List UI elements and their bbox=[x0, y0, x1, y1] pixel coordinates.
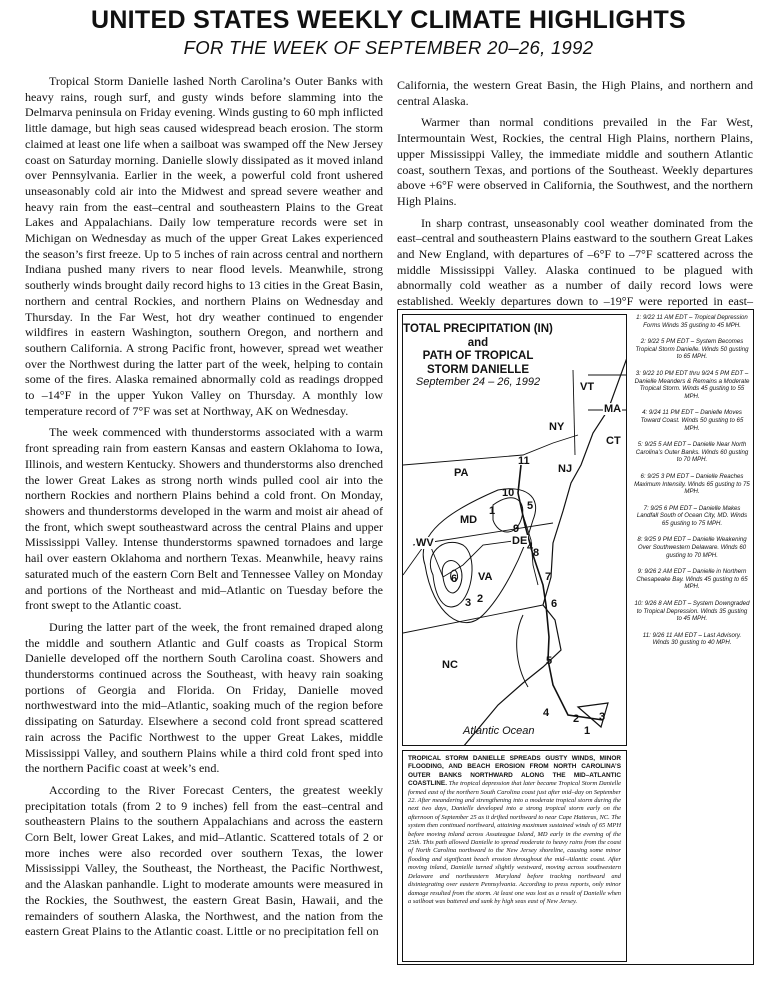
state-label-nc: NC bbox=[442, 659, 458, 671]
legend-entry: 4: 9/24 11 PM EDT – Danielle Moves Toward Coast. Winds 50 gusting to 65 MPH. bbox=[640, 409, 744, 432]
legend-entry: 5: 9/25 5 AM EDT – Danielle Near North Carolina’s Outer Banks. Winds 60 gusting to 70 MPH. bbox=[635, 441, 749, 464]
state-border bbox=[403, 605, 543, 633]
legend-entry: 11: 9/26 11 AM EDT – Last Advisory. Winds 30 gusting to 40 MPH. bbox=[642, 631, 742, 647]
contour-label: 6 bbox=[451, 573, 458, 585]
state-border bbox=[573, 370, 575, 455]
state-label-de: DE bbox=[512, 535, 528, 547]
map-title-line: STORM DANIELLE bbox=[426, 363, 529, 376]
path-point: 8 bbox=[533, 547, 540, 559]
contour-label: 1 bbox=[489, 505, 496, 517]
map-date: September 24 – 26, 1992 bbox=[415, 376, 541, 388]
right-column bbox=[397, 78, 753, 332]
path-point: 11 bbox=[518, 455, 530, 467]
path-point: 4 bbox=[543, 707, 550, 719]
state-label-nj: NJ bbox=[558, 463, 573, 475]
path-point: 9 bbox=[513, 523, 520, 535]
state-label-ma: MA bbox=[604, 403, 622, 415]
legend-entry: 9: 9/26 2 AM EDT – Danielle in Northern Chesapeake Bay. Winds 45 gusting to 65 MPH. bbox=[636, 568, 748, 591]
left-column bbox=[25, 74, 383, 946]
precip-contour bbox=[517, 615, 528, 687]
state-label-wv: WV bbox=[416, 537, 434, 549]
path-point: 6 bbox=[551, 598, 558, 610]
path-point: 5 bbox=[546, 655, 553, 667]
legend-entry: 2: 9/22 5 PM EDT – System Becomes Tropical Storm Danielle. Winds 50 gusting to 65 MPH. bbox=[635, 338, 749, 361]
contour-label: 4 bbox=[527, 541, 534, 553]
path-point: 10 bbox=[502, 487, 515, 499]
legend-entry: 3: 9/22 10 PM EDT thru 9/24 5 PM EDT – Danielle Meanders & Remains a Moderate Tropical Storm. Winds 45 gusting to 55 MPH. bbox=[634, 369, 750, 400]
contour-label: 3 bbox=[465, 597, 472, 609]
legend-entry: 10: 9/26 8 AM EDT – System Downgraded to Tropical Depression. Winds 35 gusting to 45 MPH. bbox=[634, 600, 750, 623]
paragraph: In sharp contrast, unseasonably cool weather dominated from the east–central and southeastern Plains eastward to the southern Great Lakes and New England, with departures of –6°F to –7°F scattered across the middle Mississippi Valley. Alaska continued to be plagued with abnormally cold weather as a number of daily record lows were established. Weekly departures down to –19°F were reported in east– bbox=[397, 215, 753, 309]
page-subtitle: FOR THE WEEK OF SEPTEMBER 20–26, 1992 bbox=[183, 37, 594, 58]
path-point: 1 bbox=[584, 725, 591, 737]
caption-lead: TROPICAL STORM DANIELLE SPREADS GUSTY WINDS, MINOR FLOODING, AND BEACH EROSION FROM NORTH CAROLINA’S OUTER BANKS NORTHWARD ALONG THE MID–ATLANTIC COASTLINE. bbox=[408, 755, 621, 788]
page-title: UNITED STATES WEEKLY CLIMATE HIGHLIGHTS bbox=[90, 6, 687, 34]
contour-label: 2 bbox=[477, 593, 484, 605]
map-title-line: and bbox=[467, 336, 489, 349]
contour-label: 5 bbox=[527, 500, 534, 512]
paragraph: Warmer than normal conditions prevailed in the Far West, Intermountain West, Rockies, the central High Plains, northern Plains, upper Mississippi Valley, the immediate middle and southern Atlantic coast, southern Texas, and portions of the Southeast. Weekly departures above +6°F were observed in California, the Southwest, and the northern High Plains. bbox=[397, 115, 753, 208]
legend-entry: 7: 9/25 6 PM EDT – Danielle Makes Landfall South of Ocean City, MD. Winds 65 gusting to 75 MPH. bbox=[636, 504, 748, 527]
map-title-line: PATH OF TROPICAL bbox=[422, 350, 534, 362]
path-point: 7 bbox=[545, 571, 552, 583]
legend-entry: 8: 9/25 9 PM EDT – Danielle Weakening Over Southwestern Delaware. Winds 60 gusting to 70 MPH. bbox=[637, 536, 747, 559]
storm-timeline-legend bbox=[634, 314, 750, 656]
paragraph: The week commenced with thunderstorms associated with a warm front spreading rain from eastern Kansas and eastern Oklahoma to Iowa, Illinois, and western Kentucky. Showers and thunderstorms also drenched the lower Great Lakes as strong north winds pulled cool air into the northern Rockies and northern Plains behind a cold front. On Monday, showers and thunderstorms developed in the warm and moist air ahead of the front, which swept southeastward across the central Plains and upper Mississippi Valley. Intense thunderstorms spawned tornadoes and large hail over eastern Oklahoma and northern Texas. Meanwhile, heavy rains saturated much of the eastern Corn Belt and Tennessee Valley on Monday and portions of the Northeast and mid–Atlantic on Tuesday before the front swept to the Atlantic coast. bbox=[25, 425, 383, 613]
path-point: 3 bbox=[599, 711, 606, 723]
paragraph: During the latter part of the week, the front remained draped along the middle and southern Atlantic and Gulf coasts as Tropical Storm Danielle developed off the northern South Carolina coast. Showers and thunderstorms continued across the Southeast, with heavy rain soaking portions of Georgia and Florida. On Friday, Danielle moved northwestward into the mid–Atlantic, soaking much of the region before dissipating on Saturday. Elsewhere a second cold front spread scattered rain across the Pacific Northwest to the upper Great Lakes, middle Mississippi Valley, and southern Plains while a third cold front sped into the northern Pacific coast at week’s end. bbox=[25, 619, 383, 776]
state-label-pa: PA bbox=[454, 467, 469, 479]
ocean-label: Atlantic Ocean bbox=[463, 725, 535, 737]
map-title-line: TOTAL PRECIPITATION (IN) bbox=[403, 323, 553, 335]
paragraph: Tropical Storm Danielle lashed North Carolina’s Outer Banks with heavy rains, rough surf, and gusty winds before slamming into the Delmarva peninsula on Friday evening. Winds gusting to 60 mph inflicted little damage, but high seas caused widespread beach erosion. The storm claimed at least one life when a sailboat was swamped off the New Jersey coast on Saturday morning. Danielle slowly dissipated as it moved inland over Pennsylvania. Earlier in the week, a powerful cold front ushered unseasonably cold air into the Midwest and spread severe weather and heavy rain from the east–central and southeastern Plains to the Great Lakes and Appalachians. Daily low temperature records were set in Michigan on Wednesday as much of the upper Great Lakes experienced the season’s first freeze. Up to 5 inches of rain across central and northern Indiana pushed many rivers to near flood levels. Meanwhile, strong southerly winds brought daily record highs to 13 cities in the Great Basin, northern and central Rockies, and northern Plains on Wednesday and Thursday. In the Far West, hot dry weather continued to engender wildfires in eastern Washington, southern Oregon, and northern and southern California. A strong Pacific front, however, spread wet weather over the Northwest during the latter part of the week, helping to contain some of the fires. Alaska remained abnormally cold as readings dropped to –14°F in the upper Yukon Valley on Thursday. A monthly low temperature record of 7°F was set at Northway, AK on Wednesday. bbox=[25, 74, 383, 418]
storm-figure bbox=[397, 309, 754, 965]
path-point: 2 bbox=[573, 713, 580, 725]
state-label-ct: CT bbox=[606, 435, 621, 447]
precipitation-map bbox=[402, 314, 627, 746]
state-label-md: MD bbox=[460, 514, 478, 526]
figure-caption bbox=[402, 750, 627, 962]
state-label-vt: VT bbox=[580, 381, 595, 393]
paragraph: According to the River Forecast Centers, the greatest weekly precipitation totals (from 2 to 9 inches) fell from the east–central and southeastern Plains to the southern Appalachians and across the eastern Corn Belt, lower Great Lakes, and mid–Atlantic. Scattered totals of 2 or more inches were also recorded over southern Texas, the lower Mississippi Valley, the Southeast, the Northeast, the Pacific Northwest, and the Alaskan panhandle. Light to moderate amounts were measured in the Rockies, the Southwest, the eastern Great Basin, Hawaii, and the remainders of southern Alaska, the Northwest, and the nation from the eastern Great Plains to the Atlantic coast. Little or no precipitation fell on bbox=[25, 782, 383, 939]
paragraph: California, the western Great Basin, the High Plains, and northern and central Alaska. bbox=[397, 78, 753, 108]
caption-body: The tropical depression that later became Tropical Storm Danielle formed east of the northern South Carolina coast just after mid–day on September 22. After meandering and strengthening into a moderate tropical storm during the next two days, Danielle developed into a strong tropical storm early on the afternoon of September 25 as it drifted northward to near Cape Hatteras, NC. The system then continued northward, attaining maximum sustained winds of 65 MPH before moving inland across Assateague Island, MD early in the evening of the 25th. This path allowed Danielle to spread moderate to heavy rains from the coast of North Carolina northward to the New Jersey shoreline, causing some minor flooding and significant beach erosion throughout the mid–Atlantic coast. After moving inland, Danielle turned slightly westward, moving across southwestern Delaware and northeastern Maryland before tracking northward and disintegrating over eastern Pennsylvania. According to press reports, only minor damage resulted from the storm. At least one was lost as a result of Danielle when a sailboat was battered and sunk by high seas east of New Jersey. bbox=[408, 780, 621, 905]
map-title bbox=[403, 323, 553, 377]
state-label-ny: NY bbox=[549, 421, 565, 433]
legend-entry: 6: 9/25 3 PM EDT – Danielle Reaches Maximum Intensity. Winds 65 gusting to 75 MPH. bbox=[634, 472, 750, 496]
state-label-va: VA bbox=[478, 571, 493, 583]
state-border bbox=[403, 435, 578, 465]
legend-entry: 1: 9/22 11 AM EDT – Tropical Depression Forms Winds 35 gusting to 45 MPH. bbox=[636, 314, 748, 329]
